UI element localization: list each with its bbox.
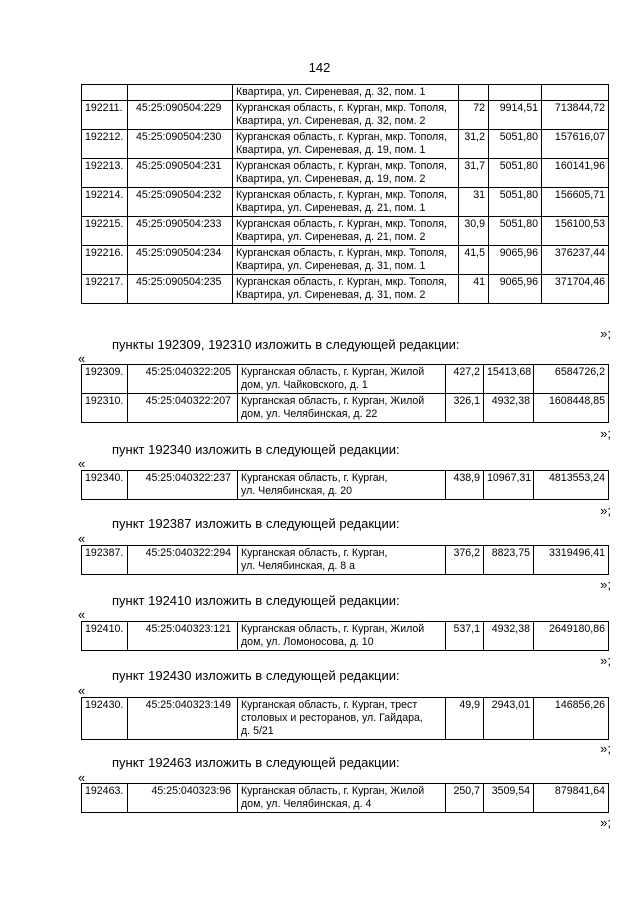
- closing-quote: »;: [600, 653, 611, 668]
- item-number: 192215.: [82, 217, 128, 246]
- address-line: Курганская область, г. Курган, мкр. Тополя,: [236, 276, 447, 288]
- address-cell: [233, 85, 459, 101]
- opening-quote: «: [78, 770, 86, 785]
- cadastral-number: 45:25:090504:232: [128, 188, 233, 217]
- address-line: Квартира, ул. Сиреневая, д. 21, пом. 2: [236, 231, 426, 243]
- area-cell: 250,7: [446, 784, 484, 813]
- address-cell: [238, 365, 446, 394]
- rate-cell: 10967,31: [484, 471, 534, 500]
- table-row: [82, 394, 609, 423]
- rate-cell: 3509,54: [484, 784, 534, 813]
- item-number: 192217.: [82, 275, 128, 304]
- address-line: дом, ул. Челябинская, д. 4: [241, 798, 372, 810]
- cadastral-number: 45:25:090504:230: [128, 130, 233, 159]
- item-number: 192387.: [82, 546, 128, 575]
- address-line: Курганская область, г. Курган, мкр. Тополя,: [236, 247, 447, 259]
- address-cell: [238, 698, 446, 740]
- area-cell: 427,2: [446, 365, 484, 394]
- rate-cell: 4932,38: [484, 622, 534, 651]
- area-cell: 72: [459, 101, 489, 130]
- table-row: [82, 546, 609, 575]
- address-cell: [233, 159, 459, 188]
- address-line: Курганская область, г. Курган, мкр. Тополя,: [236, 189, 447, 201]
- cadastral-number: 45:25:040322:205: [128, 365, 238, 394]
- table-row: [82, 622, 609, 651]
- address-cell: [233, 188, 459, 217]
- area-cell: 537,1: [446, 622, 484, 651]
- cadastral-number: 45:25:090504:234: [128, 246, 233, 275]
- address-line: Квартира, ул. Сиреневая, д. 21, пом. 1: [236, 202, 426, 214]
- cost-cell: 376237,44: [542, 246, 609, 275]
- cadastral-number: 45:25:040322:237: [128, 471, 238, 500]
- amendment-table: [81, 783, 609, 813]
- address-line: Курганская область, г. Курган, Жилой: [241, 785, 425, 797]
- rate-cell: 9065,96: [489, 275, 542, 304]
- amendment-instruction: пункт 192430 изложить в следующей редакции:: [112, 668, 400, 683]
- address-cell: [233, 217, 459, 246]
- rate-cell: 5051,80: [489, 188, 542, 217]
- cadastral-number: 45:25:090504:231: [128, 159, 233, 188]
- cost-cell: 2649180,86: [534, 622, 609, 651]
- item-number: 192410.: [82, 622, 128, 651]
- opening-quote: «: [78, 351, 86, 366]
- cost-cell: 4813553,24: [534, 471, 609, 500]
- closing-quote: »;: [600, 815, 611, 830]
- item-number: 192211.: [82, 101, 128, 130]
- area-cell: 49,9: [446, 698, 484, 740]
- opening-quote: «: [78, 683, 86, 698]
- amendment-instruction: пункты 192309, 192310 изложить в следующей редакции:: [112, 337, 460, 352]
- cadastral-number: 45:25:040323:149: [128, 698, 238, 740]
- address-cell: [238, 394, 446, 423]
- cost-cell: 160141,96: [542, 159, 609, 188]
- address-cell: [233, 130, 459, 159]
- area-cell: 41,5: [459, 246, 489, 275]
- address-cell: [238, 546, 446, 575]
- rate-cell: 9065,96: [489, 246, 542, 275]
- address-line: Квартира, ул. Сиреневая, д. 32, пом. 2: [236, 115, 426, 127]
- opening-quote: «: [78, 607, 86, 622]
- amendment-instruction: пункт 192463 изложить в следующей редакции:: [112, 755, 400, 770]
- address-line: дом, ул. Ломоносова, д. 10: [241, 636, 374, 648]
- address-line: ул. Челябинская, д. 20: [241, 485, 353, 497]
- cost-cell: 6584726,2: [534, 365, 609, 394]
- amendment-table: [81, 364, 609, 423]
- address-line: Курганская область, г. Курган, трест: [241, 699, 418, 711]
- item-number: 192310.: [82, 394, 128, 423]
- amendment-table: [81, 545, 609, 575]
- address-line: Курганская область, г. Курган,: [241, 547, 388, 559]
- closing-quote: »;: [600, 741, 611, 756]
- amendment-table: [81, 621, 609, 651]
- item-number: 192214.: [82, 188, 128, 217]
- table-row: [82, 784, 609, 813]
- item-number: 192430.: [82, 698, 128, 740]
- table-row: [82, 217, 609, 246]
- item-number: 192216.: [82, 246, 128, 275]
- address-line: Квартира, ул. Сиреневая, д. 19, пом. 2: [236, 173, 426, 185]
- address-cell: [238, 784, 446, 813]
- address-cell: [233, 101, 459, 130]
- rate-cell: 5051,80: [489, 159, 542, 188]
- area-cell: 30,9: [459, 217, 489, 246]
- address-line: столовых и ресторанов, ул. Гайдара,: [241, 712, 423, 724]
- cost-cell: 146856,26: [534, 698, 609, 740]
- cost-cell: 157616,07: [542, 130, 609, 159]
- table-row: [82, 130, 609, 159]
- amendment-table: [81, 470, 609, 500]
- address-line: Курганская область, г. Курган, мкр. Тополя,: [236, 160, 447, 172]
- cadastral-number: 45:25:040323:121: [128, 622, 238, 651]
- rate-cell: 2943,01: [484, 698, 534, 740]
- area-cell: 326,1: [446, 394, 484, 423]
- address-line: дом, ул. Челябинская, д. 22: [241, 408, 378, 420]
- closing-quote: »;: [600, 326, 611, 341]
- area-cell: [459, 85, 489, 101]
- table-row: [82, 101, 609, 130]
- area-cell: 31,2: [459, 130, 489, 159]
- cadastral-number: [128, 85, 233, 101]
- area-cell: 376,2: [446, 546, 484, 575]
- address-cell: [238, 622, 446, 651]
- address-line: Курганская область, г. Курган, Жилой: [241, 623, 425, 635]
- closing-quote: »;: [600, 503, 611, 518]
- table-row: [82, 85, 609, 101]
- cost-cell: 713844,72: [542, 101, 609, 130]
- item-number: 192309.: [82, 365, 128, 394]
- address-line: Квартира, ул. Сиреневая, д. 19, пом. 1: [236, 144, 426, 156]
- area-cell: 31: [459, 188, 489, 217]
- address-line: Курганская область, г. Курган, мкр. Тополя,: [236, 102, 447, 114]
- closing-quote: »;: [600, 577, 611, 592]
- cadastral-number: 45:25:090504:233: [128, 217, 233, 246]
- address-line: д. 5/21: [241, 725, 274, 737]
- table-row: [82, 698, 609, 740]
- cost-cell: [542, 85, 609, 101]
- address-cell: [233, 246, 459, 275]
- table-row: [82, 275, 609, 304]
- opening-quote: «: [78, 456, 86, 471]
- address-line: Курганская область, г. Курган, Жилой: [241, 366, 425, 378]
- address-line: ул. Челябинская, д. 8 а: [241, 560, 355, 572]
- area-cell: 31,7: [459, 159, 489, 188]
- continuation-table: [81, 84, 609, 304]
- address-line: Курганская область, г. Курган, мкр. Тополя,: [236, 131, 447, 143]
- cadastral-number: 45:25:040322:207: [128, 394, 238, 423]
- opening-quote: «: [78, 531, 86, 546]
- rate-cell: 15413,68: [484, 365, 534, 394]
- table-row: [82, 365, 609, 394]
- amendment-instruction: пункт 192410 изложить в следующей редакции:: [112, 593, 400, 608]
- address-cell: [238, 471, 446, 500]
- cadastral-number: 45:25:040322:294: [128, 546, 238, 575]
- cadastral-number: 45:25:040323:96: [128, 784, 238, 813]
- cost-cell: 156605,71: [542, 188, 609, 217]
- amendment-instruction: пункт 192340 изложить в следующей редакции:: [112, 442, 400, 457]
- address-line: дом, ул. Чайковского, д. 1: [241, 379, 368, 391]
- address-cell: [233, 275, 459, 304]
- address-line: Курганская область, г. Курган,: [241, 472, 388, 484]
- table-row: [82, 246, 609, 275]
- address-line: Курганская область, г. Курган, Жилой: [241, 395, 425, 407]
- area-cell: 41: [459, 275, 489, 304]
- page-number: 142: [308, 60, 331, 75]
- item-number: 192212.: [82, 130, 128, 159]
- item-number: [82, 85, 128, 101]
- amendment-table: [81, 697, 609, 740]
- area-cell: 438,9: [446, 471, 484, 500]
- address-line: Курганская область, г. Курган, мкр. Тополя,: [236, 218, 447, 230]
- rate-cell: 4932,38: [484, 394, 534, 423]
- cost-cell: 371704,46: [542, 275, 609, 304]
- table-row: [82, 159, 609, 188]
- cost-cell: 1608448,85: [534, 394, 609, 423]
- cost-cell: 879841,64: [534, 784, 609, 813]
- item-number: 192340.: [82, 471, 128, 500]
- rate-cell: 8823,75: [484, 546, 534, 575]
- cadastral-number: 45:25:090504:229: [128, 101, 233, 130]
- rate-cell: 5051,80: [489, 130, 542, 159]
- address-line: Квартира, ул. Сиреневая, д. 31, пом. 1: [236, 260, 426, 272]
- cost-cell: 156100,53: [542, 217, 609, 246]
- address-line: Квартира, ул. Сиреневая, д. 32, пом. 1: [236, 86, 426, 98]
- item-number: 192213.: [82, 159, 128, 188]
- amendment-instruction: пункт 192387 изложить в следующей редакции:: [112, 516, 400, 531]
- address-line: Квартира, ул. Сиреневая, д. 31, пом. 2: [236, 289, 426, 301]
- rate-cell: [489, 85, 542, 101]
- item-number: 192463.: [82, 784, 128, 813]
- cost-cell: 3319496,41: [534, 546, 609, 575]
- closing-quote: »;: [600, 426, 611, 441]
- rate-cell: 5051,80: [489, 217, 542, 246]
- table-row: [82, 471, 609, 500]
- table-row: [82, 188, 609, 217]
- cadastral-number: 45:25:090504:235: [128, 275, 233, 304]
- rate-cell: 9914,51: [489, 101, 542, 130]
